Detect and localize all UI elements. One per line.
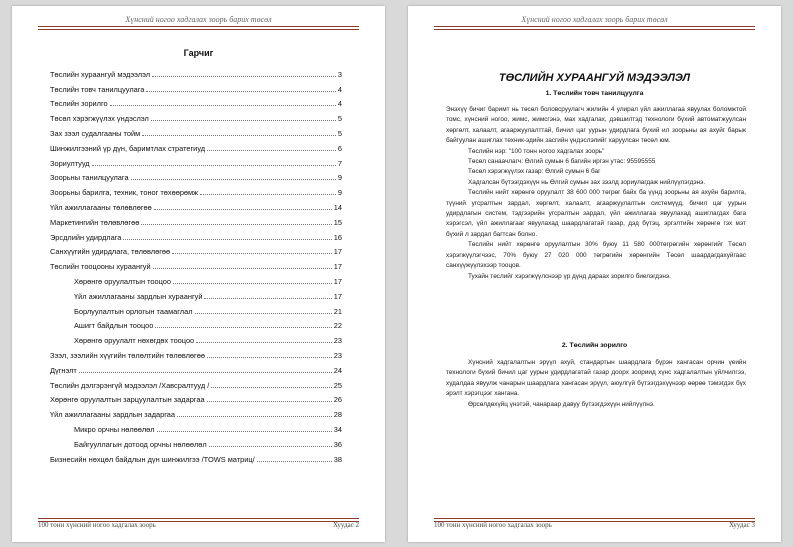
- section-heading-2: 2. Төслийн зорилго: [561, 342, 628, 349]
- toc-entry-title: Төслийн товч танилцуулага: [50, 84, 145, 94]
- toc-entry-title: Бизнесийн нөхцөл байдлын дүн шинжилгээ /TOWS матриц/: [50, 454, 255, 464]
- toc-entry-page: 34: [333, 424, 342, 434]
- toc-entry-title: Хөрөнгө оруулалтын тооцоо: [74, 276, 172, 286]
- toc-entry[interactable]: [50, 390, 342, 405]
- section-heading-1: 1. Төслийн товч танилцуулга: [545, 90, 644, 97]
- toc-entry-page: 9: [337, 188, 342, 198]
- toc-entry-page: 38: [333, 454, 342, 464]
- toc-dot-leader: [151, 120, 336, 121]
- toc-entry-page: 22: [333, 321, 342, 331]
- toc-entry-page: 17: [333, 262, 342, 272]
- toc-dot-leader: [196, 342, 332, 343]
- toc-entry-title: Микро орчны нөлөөлөл: [74, 424, 155, 434]
- toc-entry-title: Шинжилгээний үр дүн, баримтлах стратегиуд: [50, 143, 206, 153]
- toc-entry[interactable]: [50, 404, 342, 419]
- paragraph: Хадгалсан бүтээгдэхүүн нь Өлгий сумын зах зээлд зориулагдаж нийлүүлэгдэнэ.: [468, 178, 706, 186]
- paragraph: Энэхүү бичиг баримт нь төсөл боловсруулагч жилийн 4 улирал үйл ажиллагаа явуулах боломжтой томс, хүнсний ногоо, жимс, жимсгэнэ, мах хадгалах, дэвшилтэд технологи бүхий автоматжуулсан хөргөлт, халаалт, агааржуулалттай, бичил цаг уурын удирдлага бүхий ил зоорьны ая ахуйг барьж байгуулан ашиглах техник-эдийн засгийн үндэслэлийг харуулсан төсөл юм.: [446, 106, 746, 145]
- toc-dot-leader: [177, 416, 332, 417]
- paragraph: Төслийн нийт хөрөнгө оруулалтын 30% буюу 11 580 000төгрөгийн хөрөнгийг Төсөл хэрэгжүүлэгчээс, 70% буюу 27 020 000 төгрөгийн хөрөнгийн Төсөл шаардагдахуйгаас санхүүжүүлэхээр тооцов.: [446, 241, 746, 270]
- toc-dot-leader: [211, 387, 331, 388]
- toc-entry-title: Байгууллагын дотоод орчны нөлөөлөл: [74, 439, 207, 449]
- toc-entry[interactable]: [50, 64, 342, 79]
- toc-entry-title: Төслийн тооцооны хураангуй: [50, 262, 151, 272]
- footer-title: 100 тонн хүнсний ногоо хадгалах зоорь: [38, 521, 156, 529]
- toc-dot-leader: [153, 268, 332, 269]
- section-title: ТӨСЛИЙН ХУРААНГУЙ МЭДЭЭЛЭЛ: [498, 72, 691, 84]
- toc-dot-leader: [207, 357, 332, 358]
- toc-entry-page: 28: [333, 410, 342, 420]
- toc-entry[interactable]: [50, 138, 342, 153]
- toc-title: Гарчиг: [183, 48, 214, 58]
- paragraph: Өрсөлдөхүйц үнэтэй, чанараар давуу бүтээгдэхүүн нийлүүлнэ.: [468, 400, 655, 408]
- toc-entry-title: Борлуулалтын орлогын таамаглал: [74, 306, 193, 316]
- toc-entry-page: 25: [333, 380, 342, 390]
- toc-entry[interactable]: [50, 123, 342, 138]
- toc-entry[interactable]: [50, 434, 342, 449]
- toc-entry-title: Төсөл хэрэгжүүлэх үндэслэл: [50, 114, 149, 124]
- page-footer: [434, 521, 755, 529]
- toc-entry-page: 15: [333, 217, 342, 227]
- toc-entry-title: Дүгнэлт: [50, 365, 77, 375]
- toc-dot-leader: [157, 431, 332, 432]
- info-line-name: Төслийн нэр: "100 тонн ногоо хадгалах зоорь": [468, 147, 605, 155]
- toc-entry-page: 17: [333, 276, 342, 286]
- paragraph: Тухайн төслийг хэрэгжүүлснээр үр дүнд дараах зорилго биелэгдэнэ.: [468, 272, 671, 280]
- toc-entry[interactable]: [50, 94, 342, 109]
- toc-entry-title: Маркетингийн төлөвлөгөө: [50, 217, 140, 227]
- toc-entry-page: 23: [333, 350, 342, 360]
- toc-entry[interactable]: [50, 79, 342, 94]
- toc-entry[interactable]: [50, 316, 342, 331]
- table-of-contents: [50, 64, 342, 464]
- toc-dot-leader: [200, 194, 336, 195]
- running-header: Хүнсний ногоо хадгалах зоорь барих төсөл: [521, 15, 668, 24]
- toc-dot-leader: [131, 179, 336, 180]
- toc-dot-leader: [79, 372, 332, 373]
- toc-dot-leader: [152, 76, 336, 77]
- toc-entry[interactable]: [50, 330, 342, 345]
- toc-entry-page: 14: [333, 202, 342, 212]
- toc-entry-page: 24: [333, 365, 342, 375]
- toc-entry-title: Үйл ажиллагааны зардлын задаргаа: [50, 410, 176, 420]
- toc-entry[interactable]: [50, 345, 342, 360]
- toc-entry-title: Төслийн зорилго: [50, 99, 108, 109]
- toc-dot-leader: [172, 253, 332, 254]
- toc-entry-title: Санхүүгийн удирдлага, төлөвлөгөө: [50, 247, 171, 257]
- toc-entry-page: 26: [333, 395, 342, 405]
- toc-dot-leader: [204, 298, 331, 299]
- toc-entry-page: 4: [337, 99, 342, 109]
- page-number: Хуудас 2: [332, 521, 359, 529]
- document-page-3: [408, 6, 781, 542]
- toc-entry-title: Эрсдлийн удирдлага: [50, 232, 122, 242]
- section-1-body: [446, 105, 746, 282]
- page-number: Хуудас 3: [728, 521, 755, 529]
- toc-entry-page: 36: [333, 439, 342, 449]
- toc-entry-page: 23: [333, 336, 342, 346]
- toc-entry[interactable]: [50, 242, 342, 257]
- toc-dot-leader: [142, 135, 336, 136]
- toc-entry[interactable]: [50, 286, 342, 301]
- toc-dot-leader: [257, 461, 332, 462]
- document-page-2: [12, 6, 385, 542]
- toc-entry-page: 9: [337, 173, 342, 183]
- header-rule: [434, 26, 755, 30]
- toc-entry[interactable]: [50, 301, 342, 316]
- toc-entry-page: 5: [337, 114, 342, 124]
- toc-entry-page: 6: [337, 143, 342, 153]
- toc-entry-title: Ашигт байдлын тооцоо: [74, 321, 154, 331]
- info-line-location: Төсөл хэрэгжүүлэх газар: Өлгий сумын 6 баг: [468, 168, 601, 176]
- toc-entry-title: Зах зээл судалгааны тойм: [50, 128, 141, 138]
- toc-entry-title: Зээл, зээлийн хүүгийн төлөлтийн төлөвлөгөө: [50, 350, 205, 360]
- toc-entry[interactable]: [50, 449, 342, 464]
- toc-entry-title: Төслийн дэлгэрэнгүй мэдээлэл /Хавсралтууд /: [50, 380, 210, 390]
- toc-entry-page: 16: [333, 232, 342, 242]
- paragraph: Төслийн нийт хөрөнгө оруулалт 38 600 000 төгрөг байх ба үүнд зоорьны ая ахуйн барилга, түүний угсралтын зардал, хөргөлт, халаалт, агааржуулалтын системүүд, бичил цаг уурын удирдлагын систем, тэдгээрийн угсралтын зардал, үйл ажиллагаа явуулахад ашиглагдах бага хэрэгсэл, үйл ажиллагааг явуулахад шаардлагатай газар, дэд бүтэц, эргэлтийн хөрөнгө гэх мэт бүхий л зардал багтсан болно.: [446, 189, 746, 238]
- toc-dot-leader: [207, 401, 332, 402]
- toc-entry[interactable]: [50, 227, 342, 242]
- toc-dot-leader: [155, 327, 331, 328]
- toc-dot-leader: [146, 91, 335, 92]
- toc-entry-title: Үйл ажиллагааны төлөвлөгөө: [50, 202, 152, 212]
- toc-dot-leader: [110, 105, 336, 106]
- toc-dot-leader: [92, 165, 336, 166]
- toc-entry-title: Зоорьны барилга, техник, тоног төхөөрөмж: [50, 188, 199, 198]
- toc-entry-title: Хөрөнгө оруулалтын зарцуулалтын задаргаа: [50, 395, 205, 405]
- info-line-initiator: Төсөл санаачлагч: Өлгий сумын 6 багийн иргэн утас: 95595555: [468, 158, 656, 166]
- toc-entry[interactable]: [50, 168, 342, 183]
- toc-entry-title: Үйл ажиллагааны зардлын хураангуй: [74, 291, 203, 301]
- toc-entry-page: 7: [337, 158, 342, 168]
- toc-entry-page: 17: [333, 291, 342, 301]
- toc-dot-leader: [154, 209, 332, 210]
- toc-entry[interactable]: [50, 108, 342, 123]
- footer-title: 100 тонн хүнсний ногоо хадгалах зоорь: [434, 521, 552, 529]
- toc-entry-title: Зоорьны танилцуулага: [50, 173, 129, 183]
- toc-dot-leader: [123, 239, 331, 240]
- toc-dot-leader: [207, 150, 336, 151]
- toc-entry[interactable]: [50, 271, 342, 286]
- toc-entry[interactable]: [50, 182, 342, 197]
- toc-entry-page: 5: [337, 128, 342, 138]
- toc-dot-leader: [141, 224, 331, 225]
- toc-dot-leader: [173, 283, 332, 284]
- toc-entry-title: Зориултууд: [50, 158, 90, 168]
- toc-entry[interactable]: [50, 212, 342, 227]
- toc-entry[interactable]: [50, 375, 342, 390]
- toc-entry[interactable]: [50, 419, 342, 434]
- toc-entry-page: 17: [333, 247, 342, 257]
- toc-entry-title: Хөрөнгө оруулалт нөхөгдөх тооцоо: [74, 336, 195, 346]
- toc-dot-leader: [195, 313, 332, 314]
- toc-entry[interactable]: [50, 256, 342, 271]
- toc-dot-leader: [209, 446, 332, 447]
- page-footer: [38, 521, 359, 529]
- toc-entry[interactable]: [50, 360, 342, 375]
- section-2-body: [446, 358, 746, 410]
- running-header: Хүнсний ногоо хадгалах зоорь барих төсөл: [125, 15, 272, 24]
- header-rule: [38, 26, 359, 30]
- toc-entry[interactable]: [50, 197, 342, 212]
- toc-entry[interactable]: [50, 153, 342, 168]
- toc-entry-page: 4: [337, 84, 342, 94]
- toc-entry-page: 21: [333, 306, 342, 316]
- toc-entry-page: 3: [337, 69, 342, 79]
- toc-entry-title: Төслийн хураангуй мэдээлэл: [50, 69, 151, 79]
- paragraph: Хүнсний хадгалалтын эрүүл ахуй, стандартын шаардлага бүрэн хангасан орчин үеийн технологи бүхий бичил цаг уурын удирдлагатай газар доорх зоориид хүнс хадгалалтын үйлчилгээ, худалдаа явуулж чанарын шаардлага хангасан эрүүл, аюулгүй бүтээгдэхүүнээр өөрөө тэмэгдэх бүх эрэлт хэрэгцээг хангана.: [446, 359, 746, 398]
